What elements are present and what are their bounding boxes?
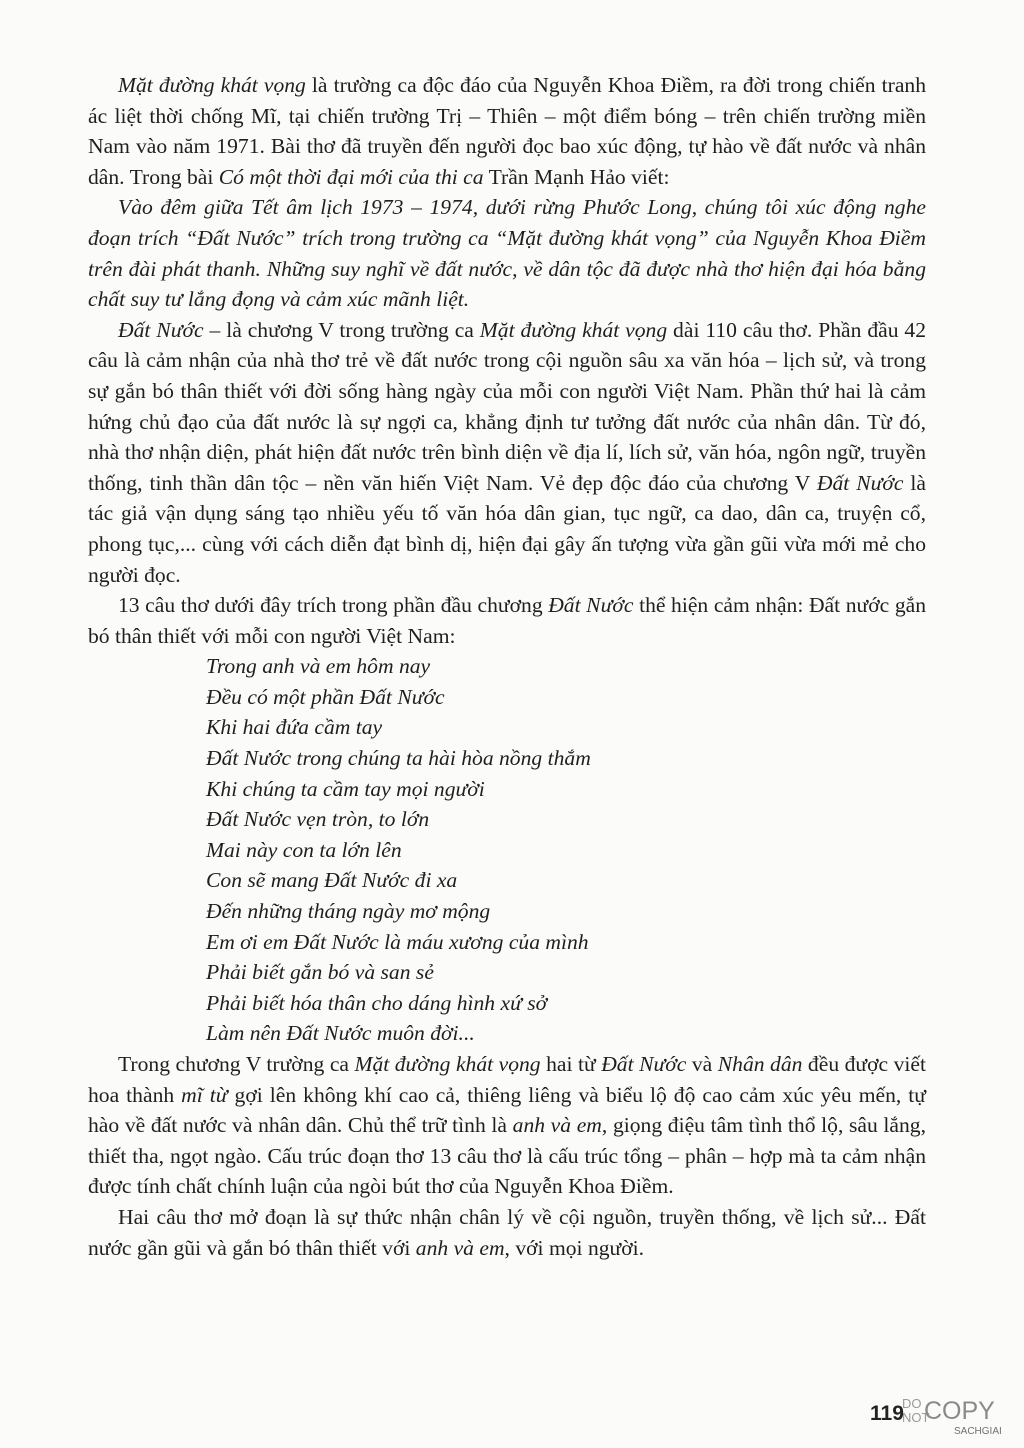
poem-line: Đều có một phần Đất Nước xyxy=(206,684,445,709)
poem-line: Đất Nước trong chúng ta hài hòa nồng thắm xyxy=(206,746,591,771)
poem-line: Làm nên Đất Nước muôn đời... xyxy=(206,1021,475,1046)
poem-line: Em ơi em Đất Nước là máu xương của mình xyxy=(206,929,589,954)
poem-line: Khi chúng ta cầm tay mọi người xyxy=(206,776,485,801)
text-run: là trường ca độc đáo của Nguyễn Khoa Điềm, ra đời trong chiến tranh ác liệt thời chống Mĩ, tại chiến trường Trị – Thiên – một điểm bóng – trên chiến trường miền Nam vào năm 1971. Bài thơ đã truyền đến người đọc bao xúc động, tự hào về đất nước và nhân dân. Trong bài xyxy=(88,73,926,189)
poem-line: Con sẽ mang Đất Nước đi xa xyxy=(206,868,458,893)
work-title: Mặt đường khát vọng xyxy=(479,317,668,342)
emphasis-term: anh và em xyxy=(415,1235,505,1260)
page-number: 119 xyxy=(870,1402,904,1425)
emphasis-term: anh và em xyxy=(512,1113,602,1138)
poem-line: Trong anh và em hôm nay xyxy=(206,654,431,679)
analysis-paragraph xyxy=(88,1049,926,1202)
poem-line: Đất Nước vẹn tròn, to lớn xyxy=(206,807,430,832)
text-run: và xyxy=(686,1052,718,1076)
quote-paragraph: Vào đêm giữa Tết âm lịch 1973 – 1974, dưới rừng Phước Long, chúng tôi xúc động nghe đoạn trích “Đất Nước” trích trong trường ca “Mặt đường khát vọng” của Nguyễn Khoa Điềm trên đài phát thanh. Những suy nghĩ về đất nước, về dân tộc đã được nhà thơ hiện đại hóa bằng chất suy tư lắng đọng và cảm xúc mãnh liệt. xyxy=(88,195,926,312)
text-run: đều được viết hoa thành xyxy=(88,1052,926,1107)
watermark-logo xyxy=(902,1397,1012,1441)
text-run: dài 110 câu thơ. Phần đầu 42 câu là cảm nhận của nhà thơ trẻ về đất nước trong cội nguồn sâu xa văn hóa – lịch sử, và trong sự gắn bó thân thiết với đời sống hàng ngày của mỗi con người Việt Nam. Phần thứ hai là cảm hứng chủ đạo của đất nước là sự ngợi ca, khẳng định tư tưởng đất nước của nhân dân. Từ đó, nhà thơ nhận diện, phát hiện đất nước trên bình diện về địa lí, lích sử, văn hóa, ngôn ngữ, truyền thống, tinh thần dân tộc – nền văn hiến Việt Nam. Vẻ đẹp độc đáo của chương V xyxy=(88,317,927,495)
work-title: Mặt đường khát vọng xyxy=(118,73,306,97)
poem-line: Khi hai đứa cầm tay xyxy=(206,715,383,740)
text-run: là tác giả vận dụng sáng tạo nhiều yếu tố văn hóa dân gian, tục ngữ, ca dao, dân ca, truyện cổ, phong tục,... cùng với cách diễn đạt bình dị, hiện đại gây ấn tượng vừa gần gũi vừa mới mẻ cho người đọc. xyxy=(88,470,927,587)
text-run: , với mọi người. xyxy=(504,1235,645,1260)
poem-line: Phải biết gắn bó và san sẻ xyxy=(206,960,434,985)
text-run: 13 câu thơ dưới đây trích trong phần đầu chương xyxy=(118,593,549,618)
emphasis-term: Nhân dân xyxy=(717,1052,803,1076)
poem-line: Phải biết hóa thân cho dáng hình xứ sở xyxy=(206,990,548,1015)
watermark-do: DO xyxy=(902,1396,922,1411)
poem-intro-paragraph xyxy=(88,590,926,651)
text-run: thể hiện cảm nhận: Đất nước gắn bó thân thiết với mỗi con người Việt Nam: xyxy=(88,593,926,648)
article-title: Có một thời đại mới của thi ca xyxy=(218,164,484,189)
poem-excerpt xyxy=(206,651,926,1049)
poem-line: Đến những tháng ngày mơ mộng xyxy=(206,899,491,924)
text-run: gợi lên không khí cao cả, thiêng liêng và biểu lộ độ cao cảm xúc yêu mến, tự hào về đất nước và nhân dân. Chủ thể trữ tình là xyxy=(88,1082,926,1138)
text-run: , giọng điệu tâm tình thổ lộ, sâu lắng, thiết tha, ngọt ngào. Cấu trúc đoạn thơ 13 câu thơ là cấu trúc tổng – phân – hợp mà ta cảm nhận được tính chất chính luận của ngòi bút thơ của Nguyễn Khoa Điềm. xyxy=(88,1113,927,1199)
watermark-brand: SACHGIAI xyxy=(954,1426,1002,1437)
emphasis-term: Đất Nước xyxy=(601,1052,687,1076)
closing-paragraph xyxy=(88,1202,926,1263)
emphasis-term: mĩ từ xyxy=(181,1082,228,1107)
chapter-title: Đất Nước xyxy=(548,593,634,618)
chapter-title: Đất Nước xyxy=(816,470,904,495)
text-run: Trong chương V trường ca xyxy=(118,1052,355,1076)
chapter-paragraph xyxy=(88,315,926,590)
text-run: – là chương V trong trường ca xyxy=(203,317,480,342)
text-run: Trần Mạnh Hảo viết: xyxy=(483,164,670,189)
work-title: Mặt đường khát vọng xyxy=(354,1052,541,1076)
chapter-title: Đất Nước xyxy=(118,317,204,342)
text-run: Hai câu thơ mở đoạn là sự thức nhận chân lý về cội nguồn, truyền thống, về lịch sử... Đất nước gần gũi và gắn bó thân thiết với xyxy=(88,1204,926,1260)
poem-line: Mai này con ta lớn lên xyxy=(206,837,402,862)
text-run: hai từ xyxy=(540,1052,602,1076)
page-content xyxy=(88,70,926,1263)
intro-paragraph xyxy=(88,70,926,192)
watermark-not: NOT xyxy=(902,1410,930,1425)
watermark-copy: COPY xyxy=(924,1397,995,1425)
